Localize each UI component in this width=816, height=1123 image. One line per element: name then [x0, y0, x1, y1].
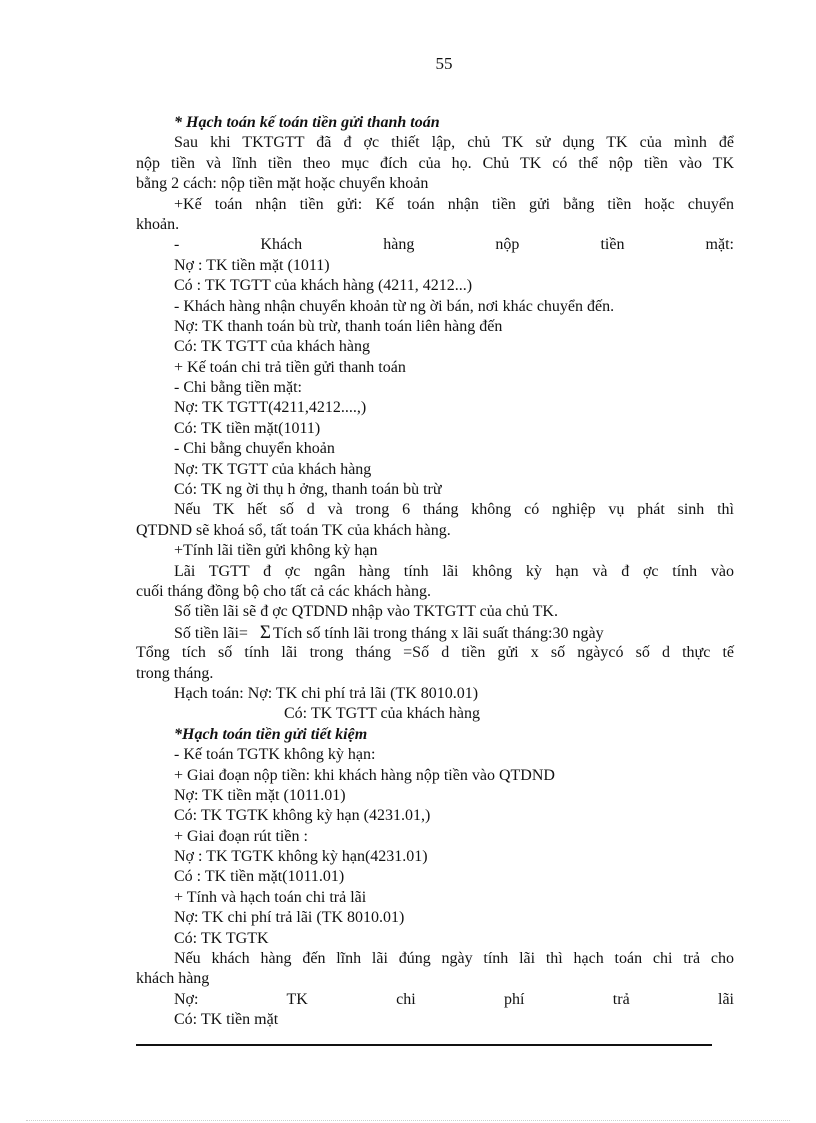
text-line [136, 1010, 734, 1030]
line-text: - Chi bằng tiền mặt: [174, 379, 302, 397]
text-line [136, 623, 734, 643]
text-line [136, 806, 734, 826]
text-line [136, 664, 734, 684]
text-line [136, 908, 734, 928]
page-number: 55 [435, 54, 453, 73]
line-text: - Khách hàng nhận chuyển khoản từ ng ời bán, nơi khác chuyển đến. [174, 297, 615, 315]
text-line [136, 704, 734, 724]
line-text: trong tháng. [136, 664, 214, 682]
text-line [136, 745, 734, 765]
line-text: +Kế toán nhận tiền gửi: Kế toán nhận tiền gửi bằng tiền hoặc chuyển [174, 195, 734, 213]
text-line [136, 133, 734, 153]
line-text: - Khách hàng nộp tiền mặt: [174, 236, 734, 254]
line-text: + Giai đoạn rút tiền : [174, 827, 308, 845]
text-line [136, 235, 734, 255]
text-line [136, 949, 734, 969]
text-line [136, 419, 734, 439]
line-text: Số tiền lãi sẽ đ ợc QTDND nhập vào TKTGTT của chủ TK. [174, 603, 558, 621]
section-heading [136, 725, 734, 745]
text-line [136, 766, 734, 786]
line-text: Số tiền lãi= [174, 624, 248, 642]
line-text: Có : TK TGTT của khách hàng (4211, 4212...) [174, 277, 473, 295]
text-line [136, 276, 734, 296]
line-text: nộp tiền và lĩnh tiền theo mục đích của họ. Chủ TK có thể nộp tiền vào TK [136, 154, 734, 172]
body-text [136, 113, 734, 1031]
line-text: QTDND sẽ khoá sổ, tất toán TK của khách hàng. [136, 521, 451, 539]
text-line [136, 521, 734, 541]
text-line [136, 684, 734, 704]
text-line [136, 317, 734, 337]
text-line [136, 378, 734, 398]
line-text: - Kế toán TGTK không kỳ hạn: [174, 746, 376, 764]
line-text: Nợ: TK tiền mặt (1011.01) [174, 786, 346, 804]
line-text: Nợ : TK TGTK không kỳ hạn(4231.01) [174, 848, 428, 866]
text-line [136, 582, 734, 602]
text-line [136, 460, 734, 480]
line-text: Nợ: TK TGTT của khách hàng [174, 460, 372, 478]
line-text: Có: TK ng ời thụ h ởng, thanh toán bù trừ [174, 481, 442, 499]
line-text: Tổng tích số tính lãi trong tháng =Số d tiền gửi x số ngàycó số d thực tế [136, 644, 734, 662]
text-line [136, 847, 734, 867]
line-text: Có: TK tiền mặt(1011) [174, 419, 321, 437]
line-text: cuối tháng đồng bộ cho tất cả các khách hàng. [136, 582, 431, 600]
text-line [136, 174, 734, 194]
line-text: Hạch toán: Nợ: TK chi phí trả lãi (TK 8010.01) [174, 684, 479, 702]
line-text: Nợ: TK chi phí trả lãi [174, 990, 734, 1008]
line-text: Có: TK TGTK [174, 929, 269, 947]
text-line [136, 337, 734, 357]
text-line [136, 195, 734, 215]
line-text: Nợ: TK thanh toán bù trừ, thanh toán liên hàng đến [174, 317, 503, 335]
text-line [136, 827, 734, 847]
sigma-symbol: Σ [259, 621, 271, 643]
text-line [136, 990, 734, 1010]
text-line [136, 541, 734, 561]
line-text: bằng 2 cách: nộp tiền mặt hoặc chuyển khoản [136, 175, 429, 193]
text-line [136, 154, 734, 174]
text-line [136, 888, 734, 908]
line-text: +Tính lãi tiền gửi không kỳ hạn [174, 542, 378, 560]
text-line [136, 643, 734, 663]
line-text: Nợ: TK chi phí trả lãi (TK 8010.01) [174, 909, 405, 927]
line-text: *Hạch toán tiền gửi tiết kiệm [174, 725, 368, 743]
line-text: khoản. [136, 215, 180, 233]
line-text: Nếu khách hàng đến lĩnh lãi đúng ngày tính lãi thì hạch toán chi trả cho [174, 950, 734, 968]
line-text: Lãi TGTT đ ợc ngân hàng tính lãi không kỳ hạn và đ ợc tính vào [174, 562, 734, 580]
section-heading [136, 113, 734, 133]
text-line [136, 786, 734, 806]
text-line [136, 929, 734, 949]
text-line [136, 256, 734, 276]
text-line [136, 602, 734, 622]
line-text: + Giai đoạn nộp tiền: khi khách hàng nộp tiền vào QTDND [174, 766, 555, 784]
line-text: Có: TK TGTK không kỳ hạn (4231.01,) [174, 807, 431, 825]
footer-rule [136, 1044, 712, 1046]
text-line [136, 358, 734, 378]
formula-text: Tích số tính lãi trong tháng x lãi suất tháng:30 ngày [272, 624, 604, 642]
line-text: * Hạch toán kế toán tiền gửi thanh toán [174, 114, 440, 131]
line-text: + Tính và hạch toán chi trả lãi [174, 888, 367, 906]
line-text: Có: TK TGTT của khách hàng [174, 338, 370, 356]
page-bottom-edge [26, 1120, 790, 1121]
line-text: Có: TK tiền mặt [174, 1011, 279, 1029]
line-text: + Kế toán chi trả tiền gửi thanh toán [174, 358, 406, 376]
text-line [136, 439, 734, 459]
text-line [136, 297, 734, 317]
line-text: khách hàng [136, 970, 210, 988]
text-line [136, 215, 734, 235]
text-line [136, 969, 734, 989]
line-text: Nếu TK hết số d và trong 6 tháng không có nghiệp vụ phát sinh thì [174, 501, 734, 519]
text-line [136, 500, 734, 520]
line-text: Nợ : TK tiền mặt (1011) [174, 256, 330, 274]
text-line [136, 867, 734, 887]
line-text: Sau khi TKTGTT đã đ ợc thiết lập, chủ TK sử dụng TK của mình để [174, 134, 734, 152]
text-line [136, 562, 734, 582]
line-text: - Chi bằng chuyển khoản [174, 440, 335, 458]
text-line [136, 480, 734, 500]
text-line [136, 398, 734, 418]
line-text: Có : TK tiền mặt(1011.01) [174, 868, 345, 886]
line-text: Có: TK TGTT của khách hàng [284, 705, 480, 723]
line-text: Nợ: TK TGTT(4211,4212....,) [174, 399, 367, 417]
